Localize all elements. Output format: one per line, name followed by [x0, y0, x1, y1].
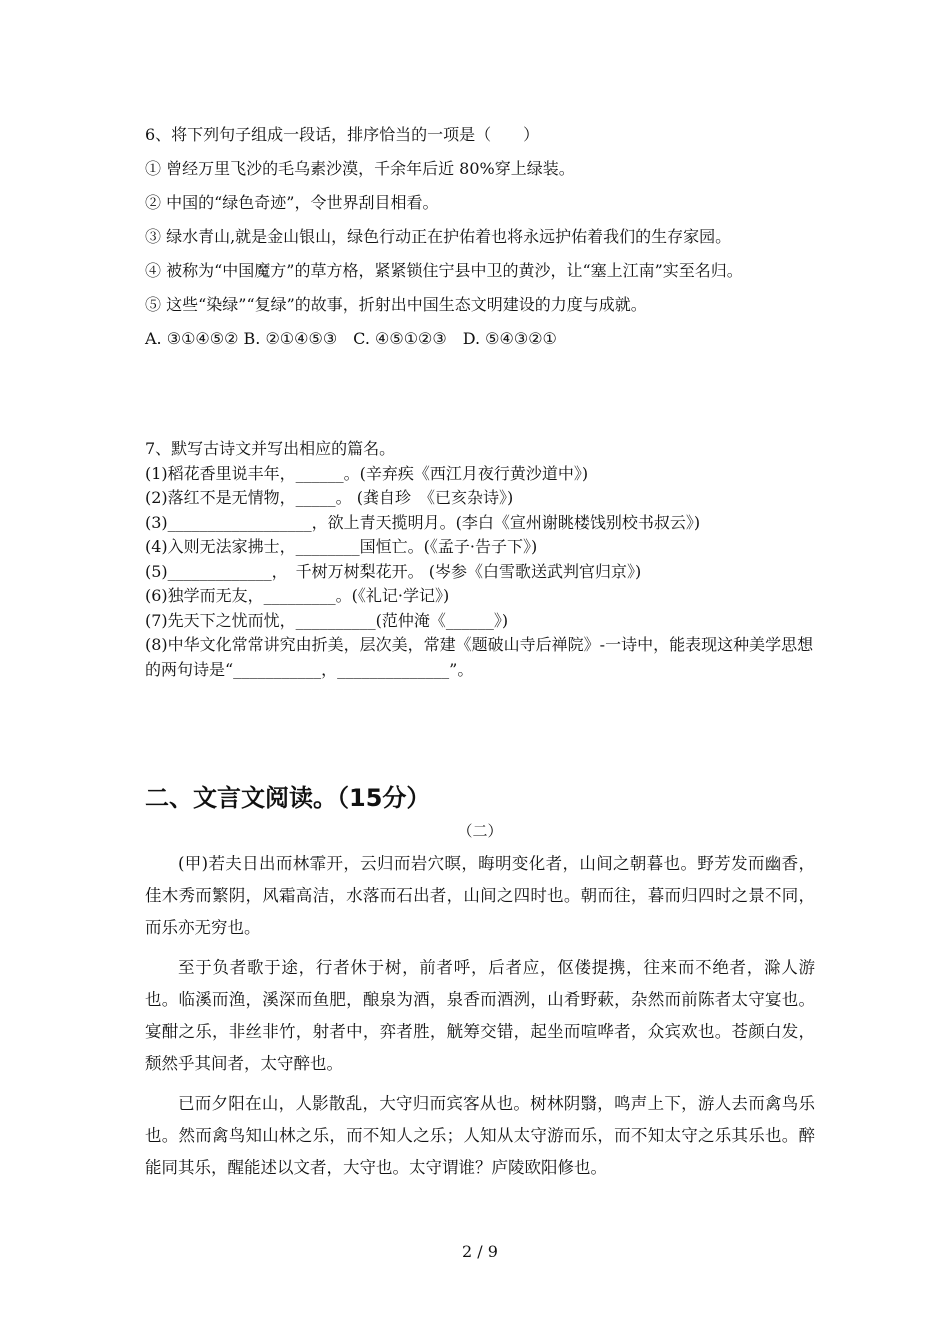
- question-7-item-3: (3)__________________，欲上青天揽明月。(李白《宣州谢眺楼饯别校书叔云》): [145, 512, 701, 532]
- question-6-sentence-4: ④ 被称为“中国魔方”的草方格，紧紧锁住宁县中卫的黄沙，让“塞上江南”实至名归。: [145, 261, 743, 280]
- question-6-options: A. ③①④⑤② B. ②①④⑤③ C. ④⑤①②③ D. ⑤④③②①: [145, 329, 557, 348]
- question-7-prompt: 7、默写古诗文并写出相应的篇名。: [145, 439, 396, 458]
- section-title: 二、文言文阅读。（15分）: [145, 784, 431, 812]
- classical-passage: [145, 848, 815, 1192]
- question-7: [145, 437, 815, 682]
- section-subtitle: （二）: [457, 822, 503, 840]
- question-7-item-6: (6)独学而无友，_________。(《礼记·学记》): [145, 586, 450, 605]
- question-6-prompt: 6、将下列句子组成一段话，排序恰当的一项是（ ）: [145, 125, 540, 144]
- passage-paragraph-3: 已而夕阳在山，人影散乱，大守归而宾客从也。树林阴翳，鸣声上下，游人去而禽鸟乐也。然而禽鸟知山林之乐，而不知人之乐；人知从太守游而乐，而不知太守之乐其乐也。醉能同其乐，醒能述以文者，大守也。太守谓谁？庐陵欧阳修也。: [145, 1094, 815, 1177]
- page-number: 2 / 9: [462, 1242, 498, 1261]
- question-7-item-2: (2)落红不是无情物，_____。 (龚自珍 《已亥杂诗》): [145, 488, 514, 507]
- question-6-sentence-1: ① 曾经万里飞沙的毛乌素沙漠，千余年后近 80%穿上绿装。: [145, 159, 575, 178]
- question-7-item-8: (8)中华文化常常讲究由折美，层次美，常建《题破山寺后禅院》-一诗中，能表现这种美学思想的两句诗是“___________，______________”。: [145, 635, 814, 679]
- question-6-sentence-3: ③ 绿水青山,就是金山银山，绿色行动正在护佑着也将永远护佑着我们的生存家园。: [145, 227, 732, 246]
- question-7-item-5: (5)_____________， 千树万树梨花开。 (岑参《白雪歌送武判官归京》): [145, 561, 642, 581]
- question-6-sentence-2: ② 中国的“绿色奇迹”，令世界刮目相看。: [145, 193, 439, 212]
- question-7-item-7: (7)先天下之忧而忧，__________(范仲淹《______》): [145, 610, 509, 630]
- question-7-item-1: (1)稻花香里说丰年，______。(辛弃疾《西江月夜行黄沙道中》): [145, 463, 589, 483]
- question-6: [145, 118, 815, 356]
- question-7-item-4: (4)入则无法家拂士，________国恒亡。(《孟子·告子下》): [145, 537, 538, 556]
- question-6-sentence-5: ⑤ 这些“染绿”“复绿”的故事，折射出中国生态文明建设的力度与成就。: [145, 295, 647, 314]
- passage-paragraph-2: 至于负者歌于途，行者休于树，前者呼，后者应，伛偻提携，往来而不绝者，滁人游也。临溪而渔，溪深而鱼肥，酿泉为酒，泉香而酒洌，山肴野蔌，杂然而前陈者太守宴也。宴酣之乐，非丝非竹，射者中，弈者胜，觥筹交错，起坐而喧哗者，众宾欢也。苍颜白发，颓然乎其间者，太守醉也。: [145, 958, 815, 1073]
- document-page: [145, 0, 815, 1344]
- passage-paragraph-1: (甲)若夫日出而林霏开，云归而岩穴暝，晦明变化者，山间之朝暮也。野芳发而幽香，佳木秀而繁阴，风霜高洁，水落而石出者，山间之四时也。朝而往，暮而归四时之景不同，而乐亦无穷也。: [145, 854, 815, 937]
